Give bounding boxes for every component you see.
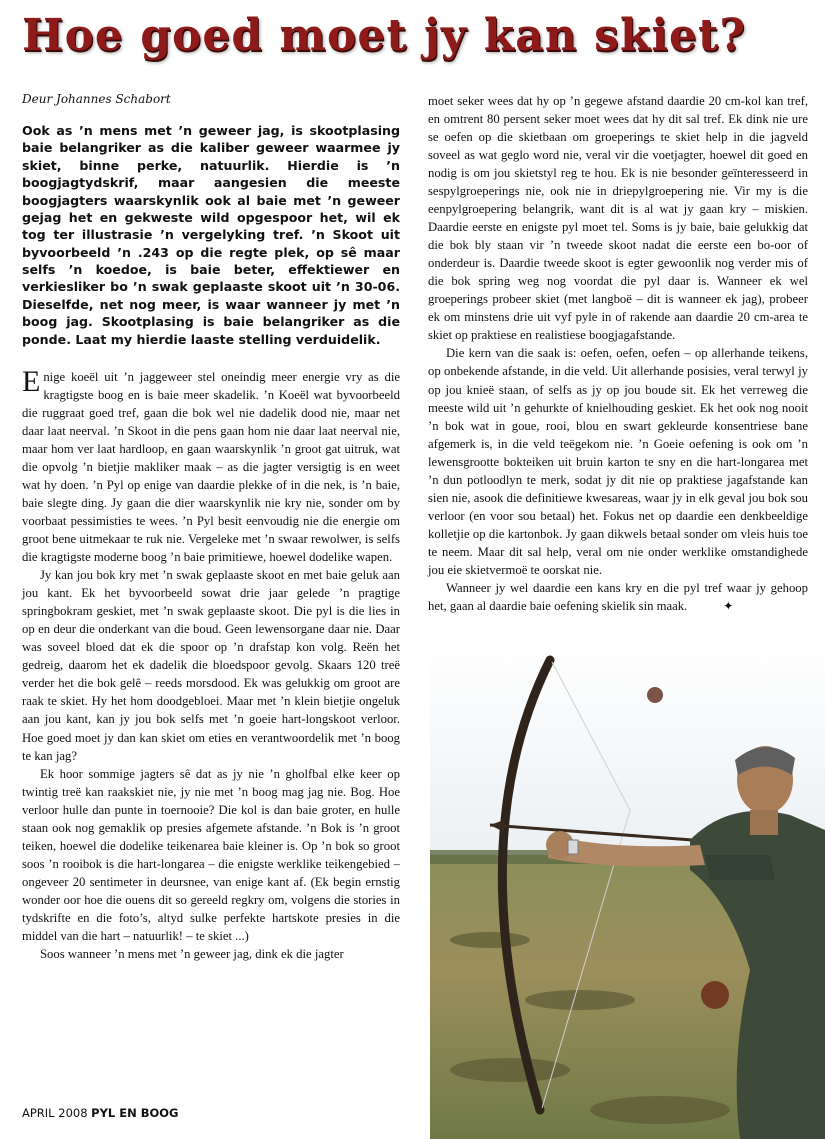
lead-paragraph: Ook as ’n mens met ’n geweer jag, is skootplasing baie belangriker as die kaliber geweer waarmee jy skiet, binne perke, natuurlik. Hierdie is ’n boogjagtydskrif, maar aangesien die meeste boogjagters waarskynlik ook al baie met ’n geweer gejag het en gekweste wild opgespoor het, wil ek tog ter illustrasie ’n vergelyking tref. ’n Skoot uit byvoorbeeld ’n .243 op die regte plek, op sê maar selfs ’n koedoe, is baie beter, effektiewer en verkiesliker bo ’n swak geplaaste skoot uit ’n 30-06. Dieselfde, net nog meer, is waar wanneer jy met ’n boog jag. Skootplasing is baie belangriker as die ponde. Laat my hierdie laaste stelling verduidelik.: [22, 123, 400, 347]
byline: Deur Johannes Schabort: [22, 92, 171, 106]
end-mark-icon: ✦: [723, 598, 734, 613]
paragraph: Ek hoor sommige jagters sê dat as jy nie ’n gholfbal elke keer op twintig treë kan raakskiet nie, jy nie met ’n boog mag jag nie. Bog. Hoe verloor hulle dan punte in toernooie? Die kol is dan baie groter, en hulle staan ook nog gemaklik op presies afgemete afstande. ’n Bok is ’n groot teiken, hoewel die dodelike teikenarea baie kleiner is. Op ’n bok so groot soos ’n rooibok is die hart-longarea – die enigste werklike teikengebied – ongeveer 20 sentimeter in deursnee, van enige kant af. (Ek begin ernstig wonder oor hoe die ouens dit so gereeld regkry om, volgens die stories in tydskrifte en die foto’s, altyd sulke perfekte hartskote presies in die middel van die hart – natuurlik! – te skiet ...): [22, 766, 400, 943]
footer-date: APRIL 2008: [22, 1106, 88, 1120]
archer-photo: [430, 640, 825, 1139]
paragraph: [22, 364, 400, 566]
paragraph: moet seker wees dat hy op ’n gegewe afstand daardie 20 cm-kol kan tref, en omtrent 80 persent seker moet wees dat hy dit sal tref. Ek dink nie ure se oefen op die skietbaan om groeperings te skiet help in die jagveld soveel as wat geglo word nie, veral vir die voetjagter, hoewel dit goed en nodig is om jou skietstyl reg te hou. Ek is nie besonder geïnteresseerd in sespylgroeperings nie, ook nie in driepylgroepering nie. Vir my is die eenpylgroepering belangrik, want dit is al wat jy gaan kry – miskien. Daardie eerste en enigste pyl moet tel. Soms is jy baie, baie gelukkig dat die bok bly staan vir ’n tweede skoot nadat die eerste een bo-oor of onderdeur is. Daardie tweede skoot is egter gewoonlik nog verder mis of die bok spring weg nog voordat die pyl daar is. Wanneer ek wel groeperings probeer skiet (met langboë – dit is wanneer ek jag), probeer ek om minstens drie uit vyf pyle in of rakende aan daardie 20 cm-area te skiet op praktiese en realistiese boogjagafstande.: [428, 94, 808, 343]
page-footer: [22, 1106, 179, 1120]
right-column: [428, 92, 808, 615]
drop-cap: E: [22, 364, 41, 398]
paragraph: Die kern van die saak is: oefen, oefen, oefen – op allerhande teikens, op onbekende afstande, in die veld. Uit allerhande posisies, veral terwyl jy op jou knieë staan, of selfs as jy op jou boude sit. Ek het verreweg die meeste wild uit ’n gehurkte of knielhouding geskiet. Ek het ook nog nooit ’n bok wat in goue, rooi, blou en swart gekleurde konsentriese bane afgemerk is, in die veld teëgekom nie. ’n Goeie oefening is ook om ’n lewensgrootte bokteiken uit bruin karton te sny en die hart-longarea met ’n dun potloodlyn te merk, sodat jy dit nie op praktiese jagafstande kan sien nie, asook die definitiewe kwesareas, waar jy in elk geval jou bok sou verloor (en voor sou betaal) het. Fokus net op daardie een denkbeeldige kolletjie op die kartonbok. Jy gaan dikwels betaal sonder om vleis huis toe te neem. Maar dit sal help, veral om nie onder werklike omstandighede jou eie skietvermoë te oorskat nie.: [428, 346, 808, 577]
paragraph: Soos wanneer ’n mens met ’n geweer jag, dink ek die jagter: [40, 946, 344, 961]
left-column: [22, 92, 400, 963]
paragraph: Jy kan jou bok kry met ’n swak geplaaste skoot en met baie geluk aan jou kant. Ek het byvoorbeeld sowat drie jaar gelede ’n pragtige springbokram geskiet, met ’n swak geplaaste skoot. Die pyl is die lies in op en deur die onderkant van die boud. Geen lewensorgane daar nie. Daar was soveel bloed dat ek die spoor op ’n drafstap kon volg. Reën het gedreig, daarom het ek dadelik die bloedspoor gevolg. Skaars 120 treë verder het die bok gelê – reeds morsdood. Ek was gelukkig om groot are raak te skiet. Hy het hom doodgebloei. Maar met ’n klein bietjie ongeluk aan jou kant, kan jy jou bok selfs met ’n goeie hart-longskoot verloor. Hoe goed moet jy dan kan skiet om eties en verantwoordelik met ’n boog te kan jag?: [22, 568, 400, 763]
paragraph: [428, 579, 808, 615]
paragraph-text: nige koeël uit ’n jaggeweer stel oneindig meer energie vry as die kragtigste boog en is baie meer skadelik. ’n Koeël wat byvoorbeeld die ruggraat goed tref, gaan die bok wel nie dadelik dood nie, maar net daar laat neerval. ’n Skoot in die pens gaan hom nie daar laat neerval nie, maar hom ver laat hardloop, en gaan waarskynlik ’n groot gat uitruk, wat die opvolg ’n bietjie makliker maak – as die jagter versigtig is en weet wat hy doen. ’n Pyl op enige van daardie plekke of in die nek, is ’n baie, baie slegte ding. Jy gaan die dier waarskynlik nie kry nie, sonder om by voorbaat pessimisties te wees. ’n Pyl besit eenvoudig nie die energie om groot bene uitmekaar te ruk nie. Vergeleke met ’n swaar rewolwer, is selfs die kragtigste moderne boog ’n baie primitiewe, hoewel dodelike wapen.: [22, 369, 400, 565]
body-left: [22, 364, 400, 963]
article-title: Hoe goed moet jy kan skiet?: [22, 10, 747, 61]
paragraph-text: Wanneer jy wel daardie een kans kry en die pyl tref waar jy gehoop het, gaan al daardie baie oefening skielik sin maak.: [428, 580, 808, 613]
footer-magazine: PYL EN BOOG: [91, 1106, 179, 1120]
